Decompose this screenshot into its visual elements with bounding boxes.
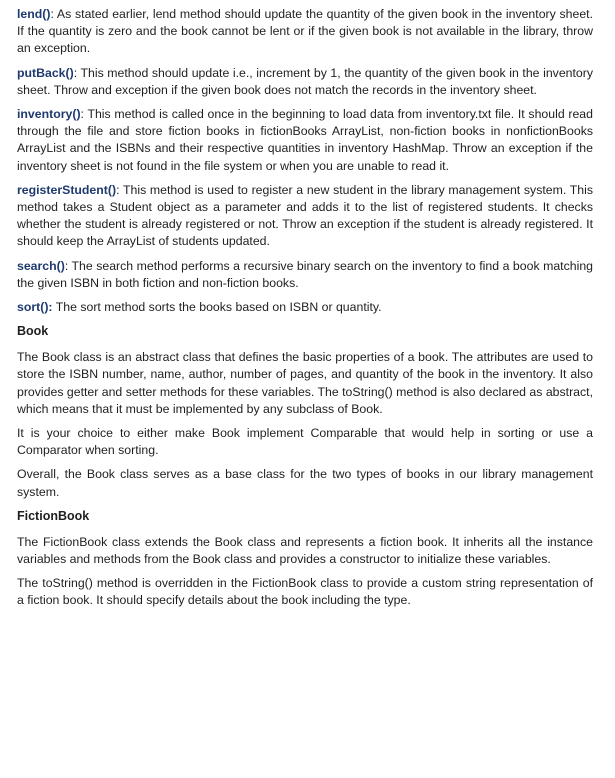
method-description: : This method is called once in the beginning to load data from inventory.txt file. It should read through the file and store fiction books in fictionBooks ArrayList, non-fiction books in nonfictionBooks ArrayList and the ISBNs and their respective quantities in inventory HashMap. Throw an exception if the inventory sheet is not found in the file system or when you are unable to read it. (17, 107, 593, 173)
method-name: putBack() (17, 65, 74, 80)
method-inventory (17, 106, 593, 175)
method-name: registerStudent() (17, 182, 117, 197)
method-name: lend() (17, 7, 51, 21)
fictionbook-paragraph: The toString() method is overridden in the FictionBook class to provide a custom string representation of a fiction book. It should specify details about the book including the type. (17, 576, 593, 608)
method-putback (17, 65, 593, 99)
method-registerstudent (17, 182, 593, 251)
fictionbook-paragraph: The FictionBook class extends the Book class and represents a fiction book. It inherits all the instance variables and methods from the Book class and provides a constructor to initialize these variables. (17, 534, 593, 567)
method-name: sort(): (17, 300, 53, 315)
book-paragraph: Overall, the Book class serves as a base class for the two types of books in our library management system. (17, 467, 593, 499)
method-description: : The search method performs a recursive binary search on the inventory to find a book matching the given ISBN in both fiction and non-fiction books. (17, 258, 593, 290)
book-paragraph: It is your choice to either make Book implement Comparable that would help in sorting or use a Comparator when sorting. (17, 426, 593, 458)
method-description: : This method is used to register a new student in the library management system. This method takes a Student object as a parameter and adds it to the list of registered students. It checks whether the student is already registered or not. Throw an exception if the student is already registered. It should keep the ArrayList of students updated. (17, 182, 593, 249)
method-sort (17, 299, 593, 316)
method-lend (17, 6, 593, 58)
method-description: : This method should update i.e., increment by 1, the quantity of the given book in the inventory sheet. Throw and exception if the given book does not match the records in the inventory sheet. (17, 65, 593, 97)
fictionbook-heading: FictionBook (17, 508, 90, 523)
method-description: The sort method sorts the books based on ISBN or quantity. (52, 300, 382, 315)
method-name: search() (17, 258, 65, 273)
book-heading: Book (17, 324, 49, 339)
book-paragraph: The Book class is an abstract class that defines the basic properties of a book. The attributes are used to store the ISBN number, name, author, number of pages, and quantity of the book in the inventory. It also provides getter and setter methods for these variables. The toString() method is also declared as abstract, which means that it must be implemented by any subclass of Book. (17, 350, 593, 416)
method-description: : As stated earlier, lend method should update the quantity of the given book in the inventory sheet. If the quantity is zero and the book cannot be lent or if the given book is not available in the library, throw an exception. (17, 7, 593, 56)
method-name: inventory() (17, 107, 81, 122)
method-search (17, 258, 593, 292)
